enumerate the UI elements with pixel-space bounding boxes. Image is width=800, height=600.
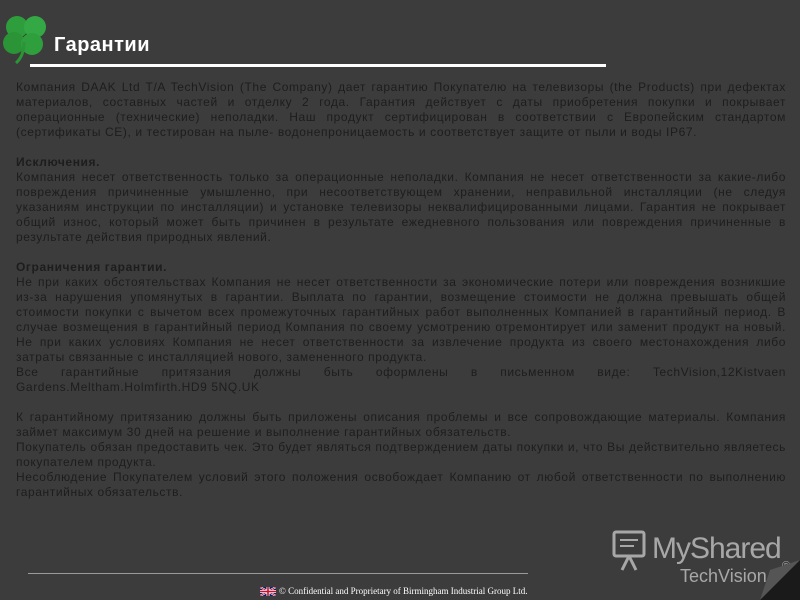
uk-flag-icon [260,587,276,596]
footer-divider [28,573,528,574]
exclusions-paragraph: Компания несет ответственность только за операционные неполадки. Компания не несет ответственности за какие-либо повреждения причиненные умышленно, при несоответствующем хранении, неправильной инсталляции (не следуя указаниям инструкции по инсталляции) и установке телевизоры неквалифицированными лицами. Гарантия не покрывает общий износ, который может быть причинен в результате ежедневного пользования или повреждения причиненные в результате действия природных явлений. [16,170,786,244]
presentation-board-icon [610,528,650,574]
clover-icon [2,12,50,64]
page-title: Гарантии [54,34,151,56]
page-curl-icon [760,560,800,600]
claims-materials-paragraph: К гарантийному притязанию должны быть приложены описания проблемы и все сопровождающие материалы. Компания займет максимум 30 дней на решение и выполнение гарантийных обязательств. [16,410,786,439]
header [0,0,800,70]
claims-paragraph: Все гарантийные притязания должны быть оформлены в письменном виде: TechVision,12Kistvaen Gardens.Meltham.Holmfirth.HD9 5NQ.UK [16,365,786,394]
limitations-paragraph: Не при каких обстоятельствах Компания не несет ответственности за экономические потери или повреждения возникшие из-за нарушения упомянутых в гарантии. Выплата по гарантии, возмещение стоимости не должна превышать общей стоимости покупки с вычетом всех промежуточных гарантийных работ выполненных Компанией в гарантийный период. В случае возмещения в гарантийный период Компания по своему усмотрению отремонтирует или заменит продукт на новый. Не при каких условиях Компания не несет ответственности за извлечение продукта из своего местонахождения либо затраты связанные с инсталляцией нового, замененного продукта. [16,275,786,364]
footer [260,586,528,596]
warranty-content [16,80,786,500]
noncompliance-paragraph: Несоблюдение Покупателем условий этого положения освобождает Компанию от любой ответственности по выполнению гарантийных обязательств. [16,470,786,499]
title-underline [30,64,606,67]
watermark-brand: MyShared [652,532,781,565]
intro-paragraph: Компания DAAK Ltd T/A TechVision (The Company) дает гарантию Покупателю на телевизоры (the Products) при дефектах материалов, составных частей и отделку 2 года. Гарантия действует с даты приобретения покупки и покрывает операционные (технические) неполадки. Наш продукт сертифицирован в соответствии с Европейским стандартом (сертификаты CE), и тестирован на пыле- водонепроницаемость и соответствует защите от пыли и воды IP67. [16,80,786,139]
exclusions-heading: Исключения. [16,155,101,169]
footer-copyright: © Confidential and Proprietary of Birmingham Industrial Group Ltd. [279,586,528,596]
receipt-paragraph: Покупатель обязан предоставить чек. Это будет являться подтверждением даты покупки и, что Вы действительно являетесь покупателем продукта. [16,440,786,469]
watermark-techvision: TechVision [680,566,767,586]
limitations-heading: Ограничения гарантии. [16,260,168,274]
